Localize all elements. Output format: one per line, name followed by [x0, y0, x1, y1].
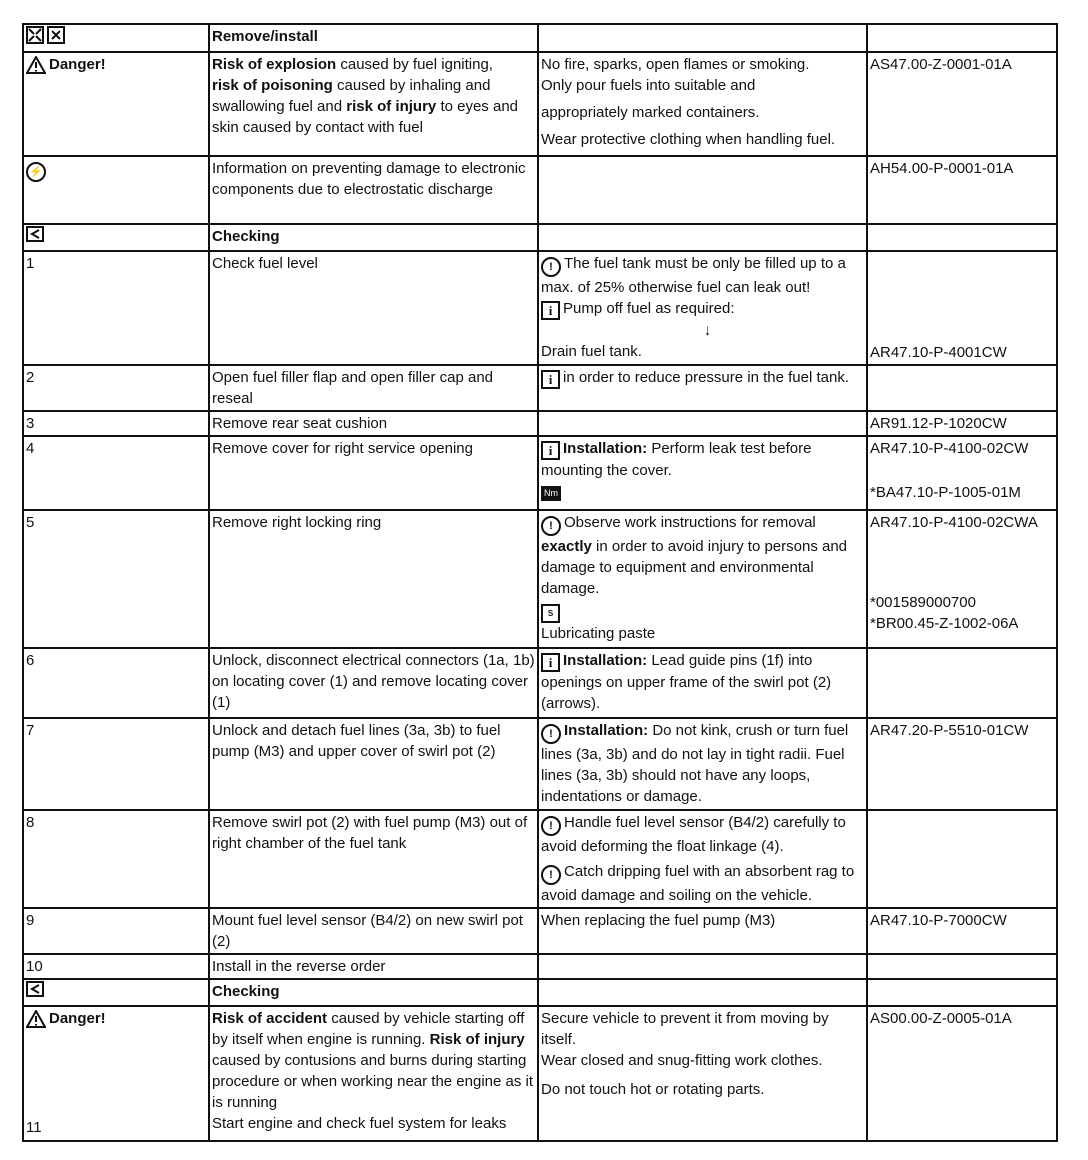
header-title: Remove/install: [209, 24, 538, 52]
danger-label: Danger!: [49, 1010, 106, 1027]
checking-icon: [26, 226, 44, 242]
step-row-3: 3 Remove rear seat cushion AR91.12-P-1020CW: [23, 411, 1057, 436]
note-icon: !: [541, 865, 561, 885]
step-row-10: 10 Install in the reverse order: [23, 954, 1057, 979]
checking-icon: [26, 981, 44, 997]
note-icon: !: [541, 816, 561, 836]
note-icon: !: [541, 257, 561, 277]
step-row-1: 1 Check fuel level ! The fuel tank must be only be filled up to a max. of 25% otherwise fuel can leak out! i Pump off fuel as required: ↓ Drain fuel tank. AR47.10-P-4001CW: [23, 251, 1057, 365]
checking-row: [23, 979, 1057, 1006]
warning-triangle-icon: [26, 56, 46, 74]
info-icon: i: [541, 653, 560, 672]
step-number: 1: [23, 251, 209, 365]
step-action: Check fuel level: [209, 251, 538, 365]
step-row-8: 8 Remove swirl pot (2) with fuel pump (M3) out of right chamber of the fuel tank ! Handle fuel level sensor (B4/2) carefully to avoid deforming the float linkage (4). ! Catch dripping fuel with an absorbent rag to avoid damage and soiling on the vehicle.: [23, 810, 1057, 908]
step-row-7: 7 Unlock and detach fuel lines (3a, 3b) to fuel pump (M3) and upper cover of swirl pot (2) ! Installation: Do not kink, crush or turn fuel lines (3a, 3b) and do not lay in tight radii. Fuel lines (3a, 3b) should not have any loops, indentations or damage. AR47.20-P-5510-01CW: [23, 718, 1057, 810]
step-row-5: 5 Remove right locking ring ! Observe work instructions for removal exactly in order to avoid injury to persons and damage to equipment and environmental damage. S Lubricating paste AR47.10-P-4100-02CWA *001589000700 *BR00.45-Z-1002-06A: [23, 510, 1057, 648]
step-number: 11: [26, 1119, 42, 1136]
info-icon: i: [541, 370, 560, 389]
checking-label: Checking: [209, 224, 538, 251]
checking-row: [23, 224, 1057, 251]
arrow-down-icon: ↓: [703, 322, 712, 339]
danger-row-fuel: [23, 52, 1057, 156]
procedure-table: [22, 23, 1058, 1142]
warning-triangle-icon: [26, 1010, 46, 1028]
remove-install-icon: [26, 26, 66, 44]
danger-measures: Secure vehicle to prevent it from moving by itself. Wear closed and snug-fitting work clothes. Do not touch hot or rotating parts.: [538, 1006, 867, 1141]
danger-risk-text: Risk of accident caused by vehicle starting off by itself when engine is running. Risk of injury caused by contusions and burns during starting procedure or when working near the engine as it is running: [212, 1010, 534, 1111]
danger-ref: AS47.00-Z-0001-01A: [867, 52, 1057, 156]
danger-ref: AS00.00-Z-0005-01A: [867, 1006, 1057, 1141]
esd-row: [23, 156, 1057, 224]
step-row-9: 9 Mount fuel level sensor (B4/2) on new swirl pot (2) When replacing the fuel pump (M3) AR47.10-P-7000CW: [23, 908, 1057, 954]
danger-risk-text: Risk of explosion caused by fuel igniting, risk of poisoning caused by inhaling and swallowing fuel and risk of injury to eyes and skin caused by contact with fuel: [209, 52, 538, 156]
info-icon: i: [541, 301, 560, 320]
header-row: [23, 24, 1057, 52]
danger-row-engine: [23, 1006, 1057, 1141]
special-tool-icon: S: [541, 604, 560, 623]
esd-icon: ⚡: [26, 162, 46, 182]
danger-measures: No fire, sparks, open flames or smoking. Only pour fuels into suitable and appropriately marked containers. Wear protective clothing when handling fuel.: [538, 52, 867, 156]
info-icon: i: [541, 441, 560, 460]
checking-label: Checking: [209, 979, 538, 1006]
step-action: Start engine and check fuel system for leaks: [212, 1115, 507, 1132]
step-row-6: 6 Unlock, disconnect electrical connectors (1a, 1b) on locating cover (1) and remove locating cover (1) i Installation: Lead guide pins (1f) into openings on upper frame of the swirl pot (2) (arrows).: [23, 648, 1057, 718]
step-row-4: 4 Remove cover for right service opening i Installation: Perform leak test before mounting the cover. Nm AR47.10-P-4100-02CW *BA47.10-P-1005-01M: [23, 436, 1057, 510]
step-ref: AR47.10-P-4001CW: [867, 251, 1057, 365]
torque-icon: Nm: [541, 486, 561, 501]
remove-install-icon-cell: [23, 24, 209, 52]
note-icon: !: [541, 724, 561, 744]
esd-ref: AH54.00-P-0001-01A: [867, 156, 1057, 224]
note-icon: !: [541, 516, 561, 536]
danger-label: Danger!: [49, 56, 106, 73]
esd-text: Information on preventing damage to electronic components due to electrostatic discharge: [209, 156, 538, 224]
step-row-2: 2 Open fuel filler flap and open filler cap and reseal i in order to reduce pressure in the fuel tank.: [23, 365, 1057, 411]
